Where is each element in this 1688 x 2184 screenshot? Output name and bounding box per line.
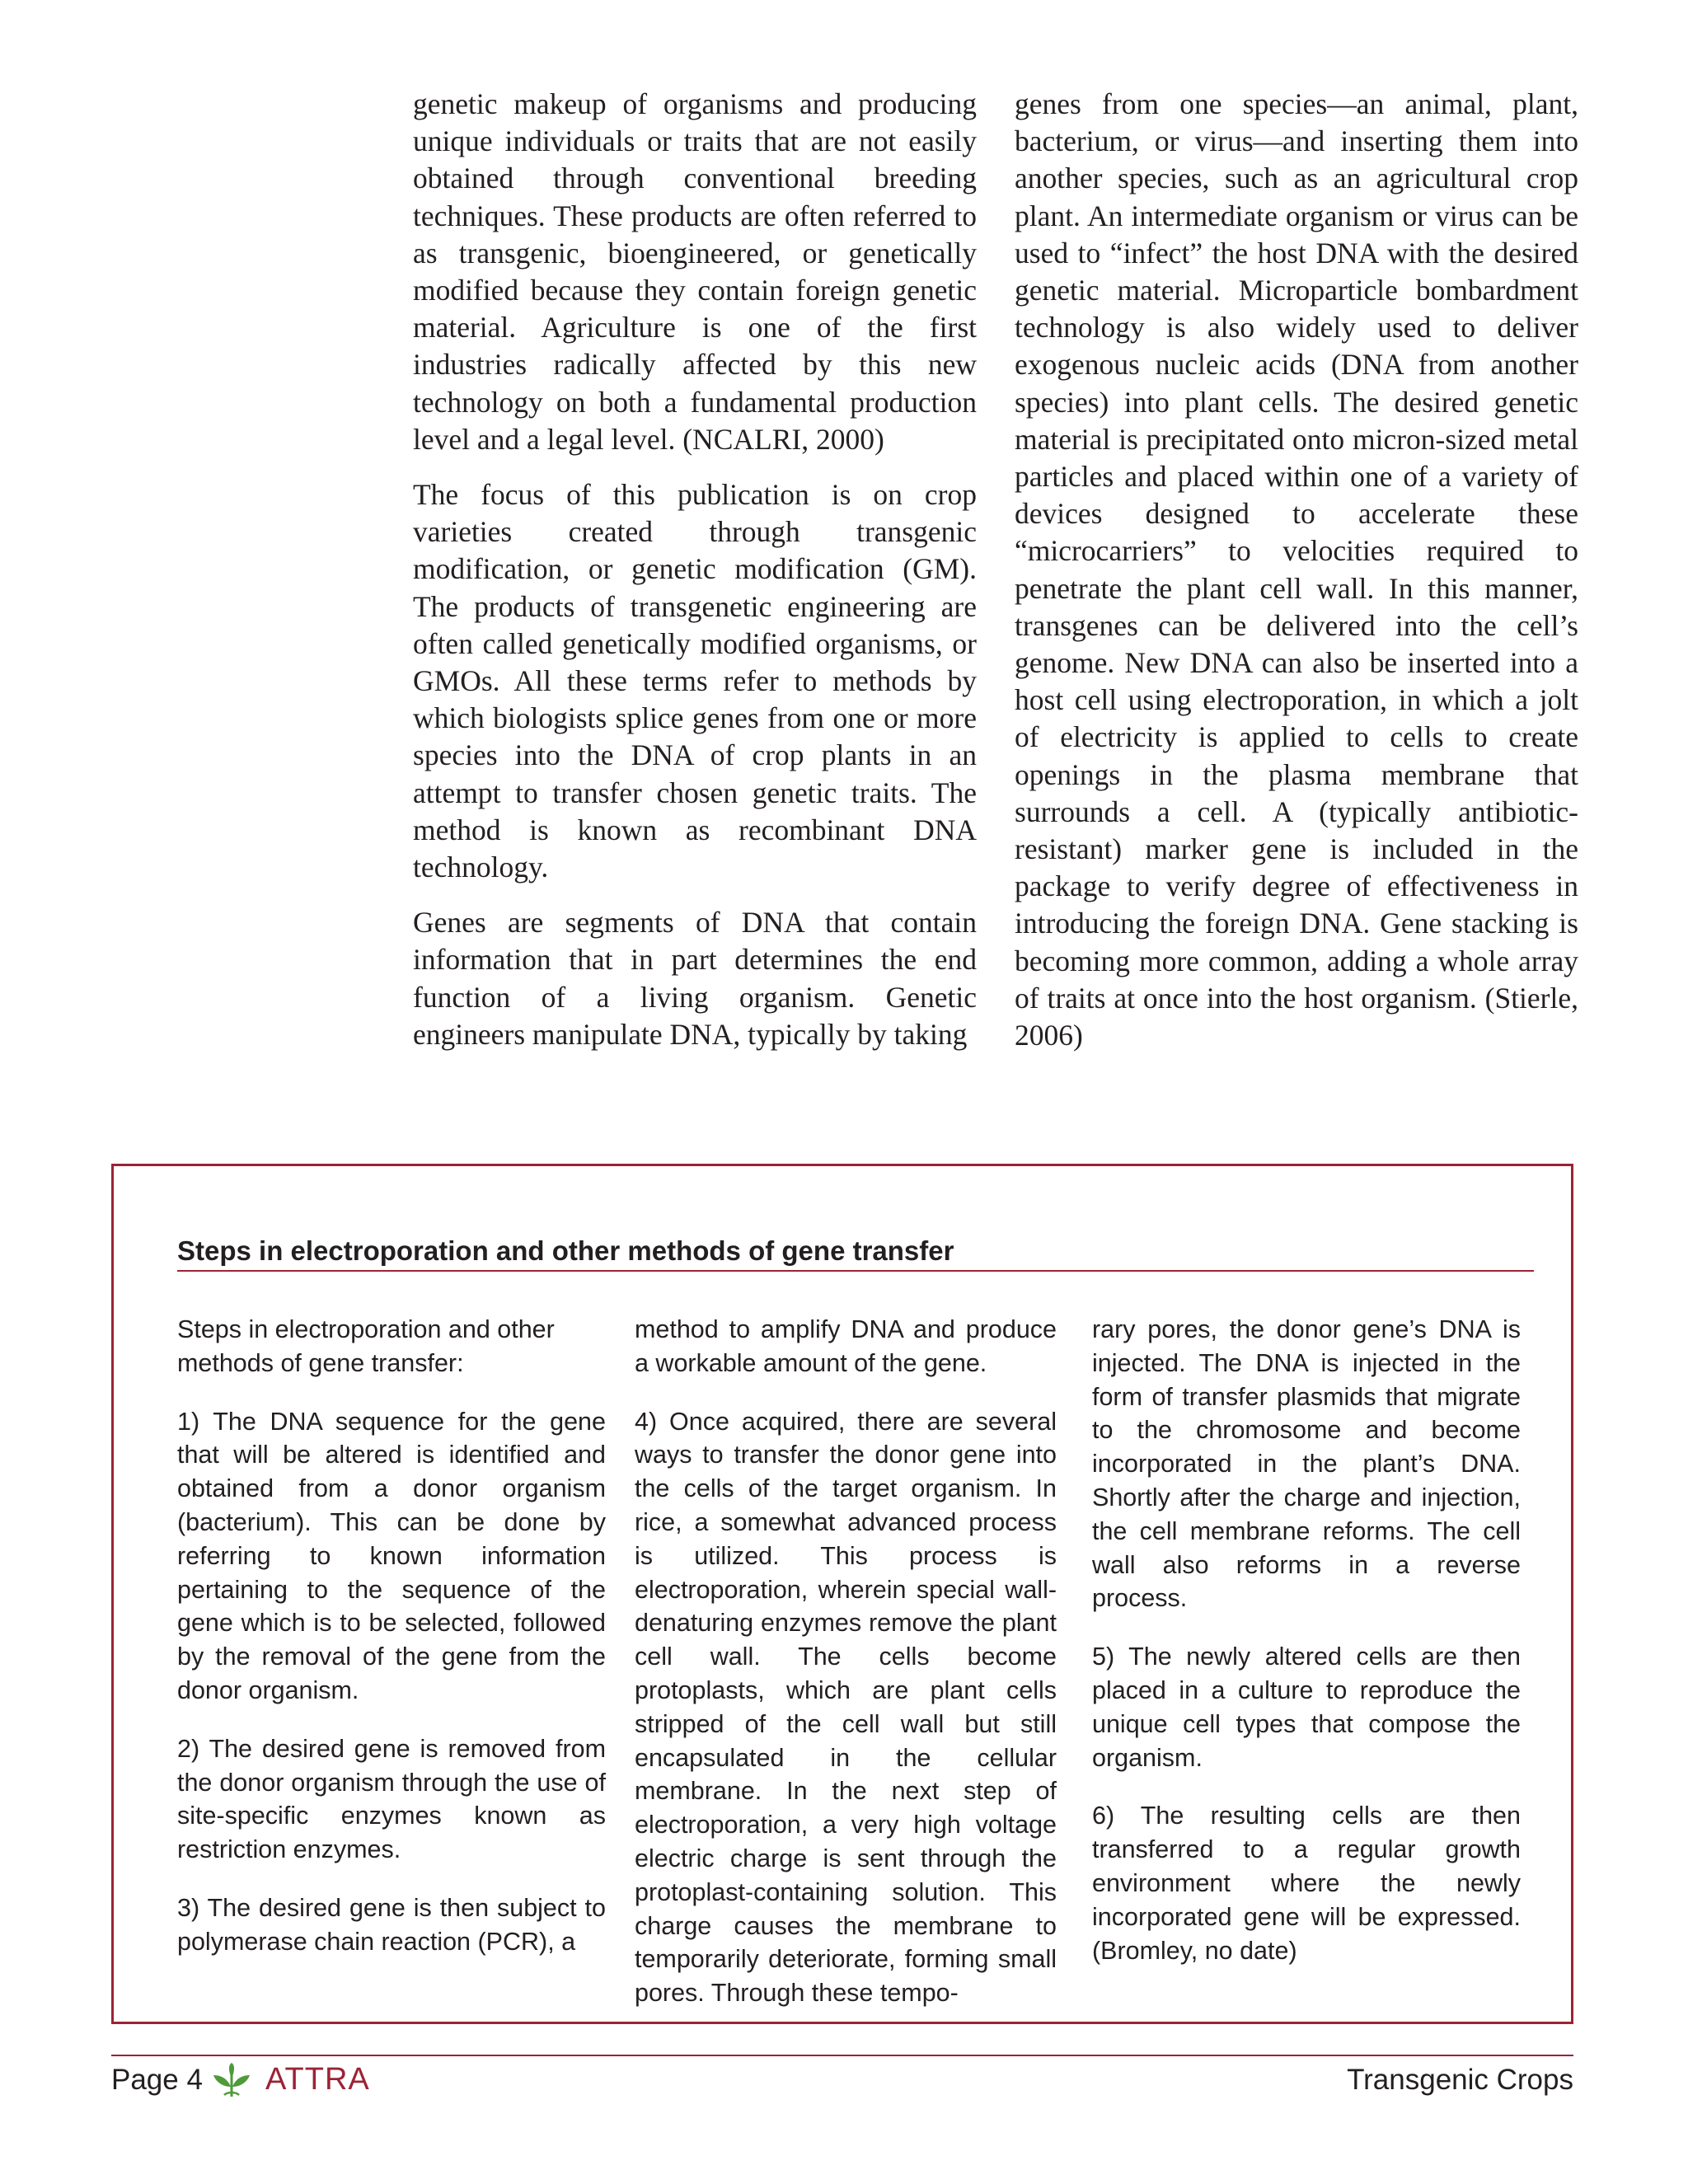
article-paragraph: The focus of this publication is on crop varieties created through transgenic modification, or genetic modification (GM). The products of transgenetic engineering are often called genetically modified organisms, or GMOs. All these terms refer to methods by which biologists splice genes from one or more species into the DNA of crop plants in an attempt to transfer chosen genetic traits. The method is known as recombinant DNA technology. [413, 478, 977, 884]
sidebar-paragraph: 4) Once acquired, there are several ways to transfer the donor gene into the cells of the target organism. In rice, a somewhat advanced process is utilized. This process is electroporation, wherein special wall-denaturing enzymes remove the plant cell wall. The cells become protoplasts, which are plant cells stripped of the cell wall but still encapsulated in the cellular membrane. In the next step of electroporation, a very high voltage electric charge is sent through the protoplast-containing solution. This charge causes the membrane to temporarily deteriorate, forming small pores. Through these tempo- [635, 1407, 1057, 2008]
article-column-right [1015, 86, 1578, 1072]
footer-divider [111, 2055, 1573, 2056]
sidebar-paragraph: 3) The desired gene is then subject to polymerase chain reaction (PCR), a [177, 1893, 606, 1956]
sidebar-paragraph: Steps in electroporation and other methods of gene transfer: [177, 1315, 555, 1377]
footer-brand-logo-text: ATTRA [265, 2062, 370, 2097]
sidebar-column-2 [635, 1313, 1057, 2035]
footer-page-number: Page 4 [111, 2064, 203, 2096]
article-paragraph: genetic makeup of organisms and producing unique individuals or traits that are not easily obtained through conventional breeding techniques. These products are often referred to as transgenic, bioengineered, or genetically modified because they contain foreign genetic material. Agriculture is one of the first industries radically affected by this new technology on both a fundamental production level and a legal level. (NCALRI, 2000) [413, 87, 977, 456]
sidebar-column-1 [177, 1313, 606, 1984]
leaf-sprout-icon [211, 2062, 252, 2098]
sidebar-title: Steps in electroporation and other methods of gene transfer [177, 1235, 1534, 1272]
sidebar-paragraph: 6) The resulting cells are then transferred to a regular growth environment where the newly incorporated gene will be expressed. (Bromley, no date) [1092, 1802, 1521, 1965]
sidebar-paragraph: 5) The newly altered cells are then placed in a culture to reproduce the unique cell types that compose the organism. [1092, 1643, 1521, 1772]
sidebar-paragraph: 2) The desired gene is removed from the donor organism through the use of site-specific enzymes known as restriction enzymes. [177, 1734, 606, 1864]
article-paragraph: genes from one species—an animal, plant, bacterium, or virus—and inserting them into another species, such as an agricultural crop plant. An intermediate organism or virus can be used to “infect” the host DNA with the desired genetic material. Microparticle bombardment technology is also widely used to deliver exogenous nucleic acids (DNA from another species) into plant cells. The desired genetic material is precipitated onto micron-sized metal particles and placed within one of a variety of devices designed to accelerate these “microcarriers” to velocities required to penetrate the plant cell wall. In this manner, transgenes can be delivered into the cell’s genome. New DNA can also be inserted into a host cell using electroporation, in which a jolt of electricity is applied to cells to create openings in the plasma membrane that surrounds a cell. A (typically antibiotic-resistant) marker gene is included in the package to verify degree of effectiveness in introducing the foreign DNA. Gene stacking is becoming more common, adding a whole array of traits at once into the host organism. (Stierle, 2006) [1015, 87, 1578, 1052]
sidebar-column-3 [1092, 1313, 1521, 1992]
sidebar-box [111, 1164, 1573, 2024]
article-paragraph: Genes are segments of DNA that contain information that in part determines the end function of a living organism. Genetic engineers manipulate DNA, typically by taking [413, 906, 977, 1051]
footer-publication-title: Transgenic Crops [1347, 2064, 1573, 2096]
sidebar-paragraph: 1) The DNA sequence for the gene that will be altered is identified and obtained from a donor organism (bacterium). This can be done by referring to known information pertaining to the sequence of the gene which is to be selected, followed by the removal of the gene from the donor organism. [177, 1407, 606, 1704]
sidebar-paragraph: rary pores, the donor gene’s DNA is injected. The DNA is injected in the form of transfer plasmids that migrate to the chromosome and become incorporated in the plant’s DNA. Shortly after the charge and injection, the cell membrane reforms. The cell wall also reforms in a reverse process. [1092, 1315, 1521, 1613]
sidebar-paragraph: method to amplify DNA and produce a workable amount of the gene. [635, 1315, 1057, 1377]
article-column-left [413, 86, 977, 1071]
